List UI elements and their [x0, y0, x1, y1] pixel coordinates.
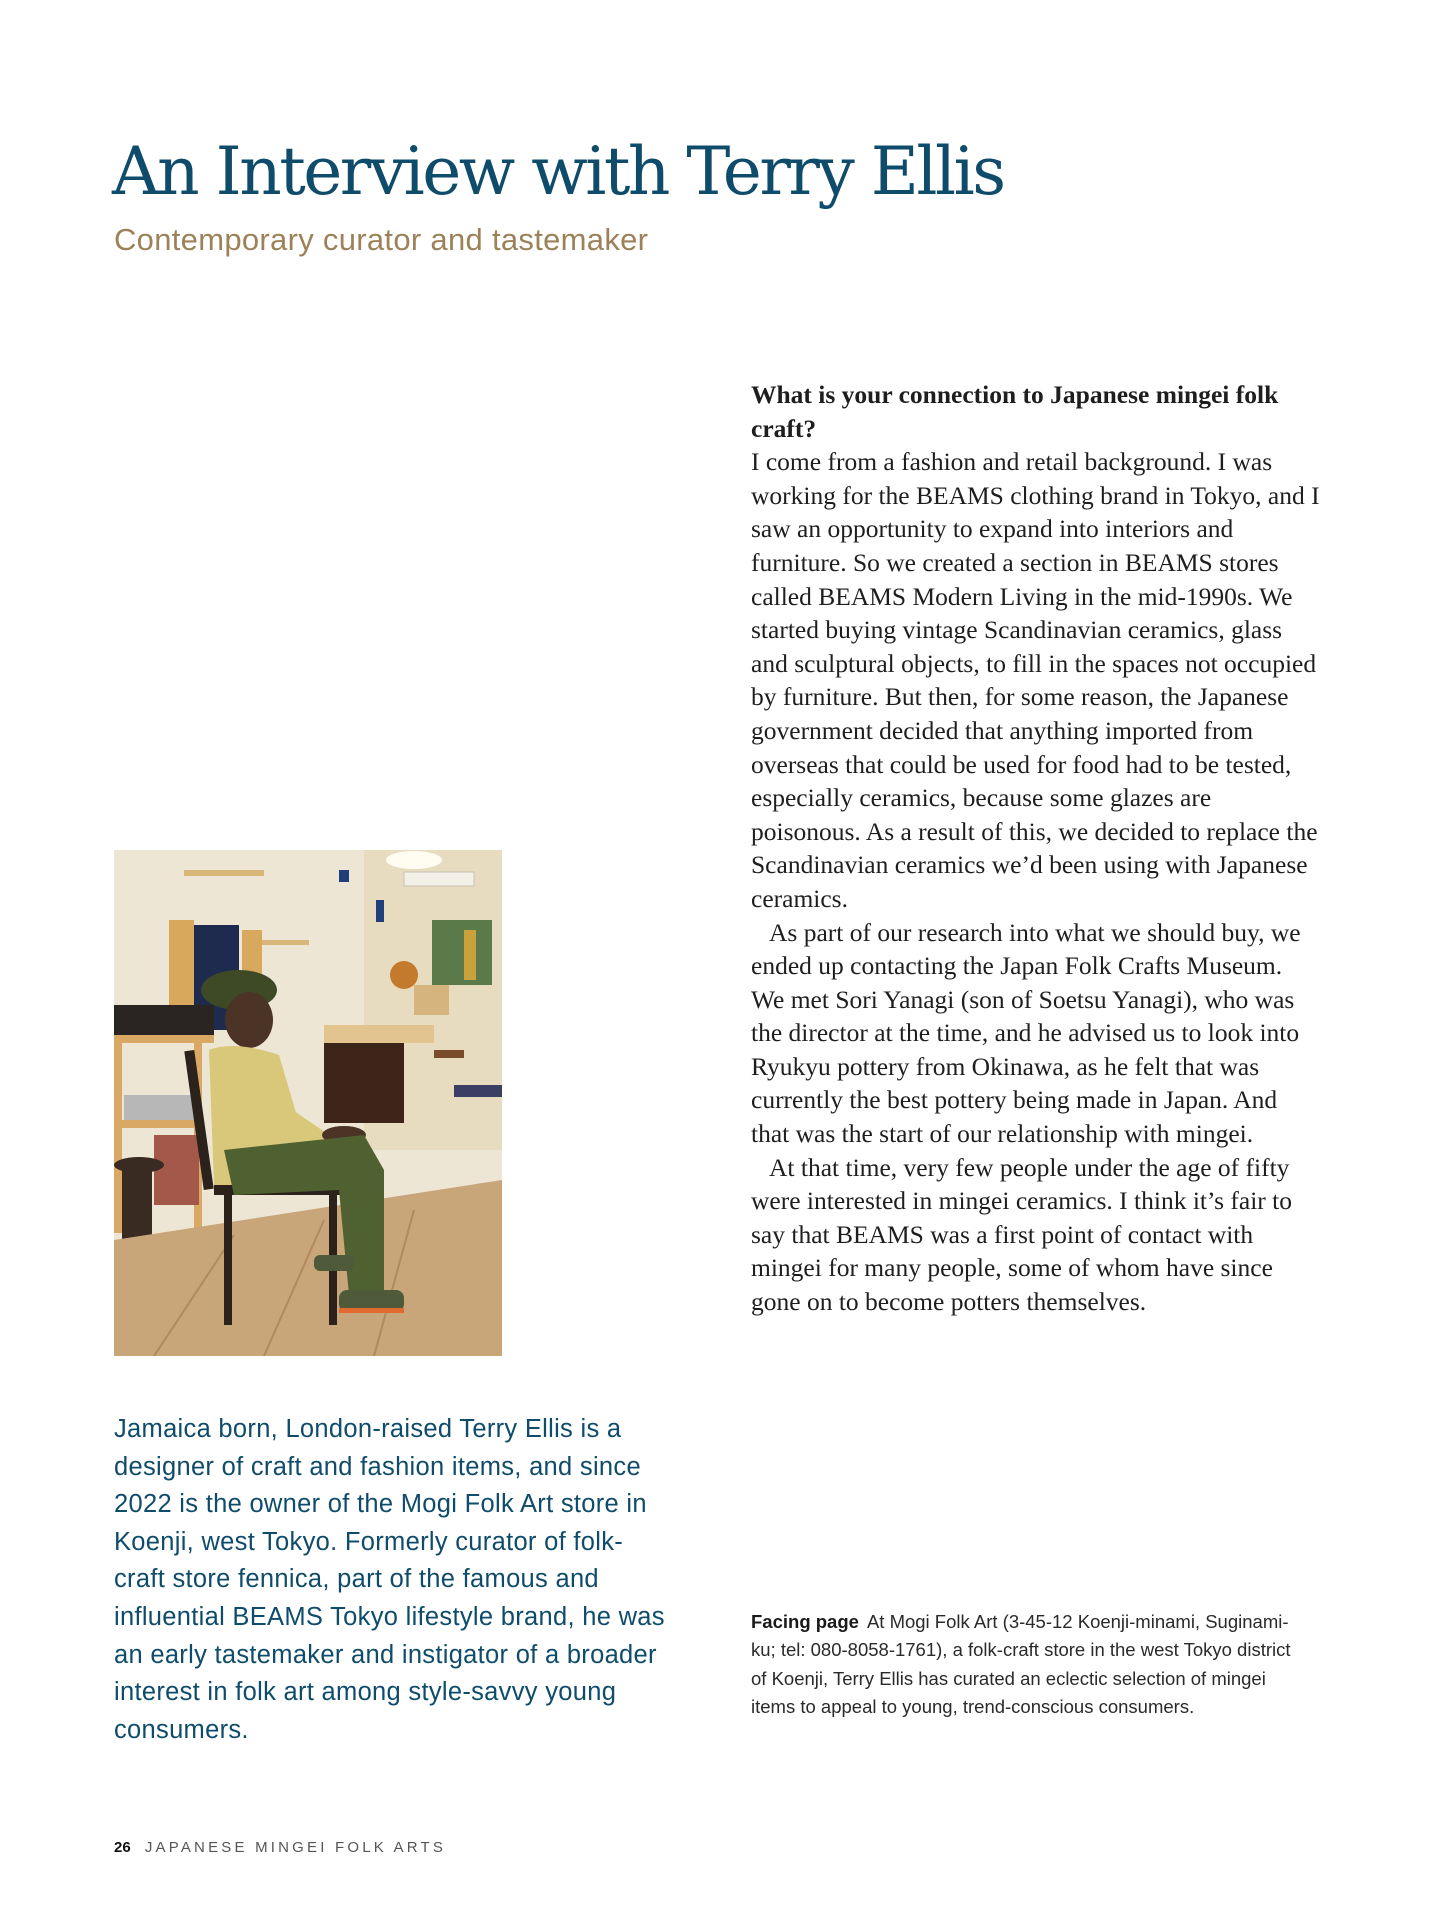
photo-chair-leg	[224, 1195, 232, 1325]
photo-ceiling-light	[386, 851, 442, 869]
photo-records	[154, 1135, 199, 1205]
photo-aircon	[404, 872, 474, 886]
article-title: An Interview with Terry Ellis	[112, 133, 1004, 210]
photo-shelf	[184, 870, 264, 876]
photo-clothes-item	[464, 930, 476, 980]
photo-stool	[434, 1050, 464, 1058]
photo-striped-stool	[454, 1085, 502, 1097]
photo-face	[225, 992, 273, 1048]
photo-shelf	[259, 940, 309, 945]
interview-column	[751, 378, 1321, 1319]
interview-answer-paragraph: At that time, very few people under the age of fifty were interested in mingei ceramics. I think it’s fair to say that BEAMS was a first point of contact with mingei for many people, some of whom have since gone on to become potters themselves.	[751, 1152, 1292, 1317]
photo-caption	[751, 1608, 1311, 1722]
photo-shoe-sole	[339, 1308, 404, 1313]
photo-shelf-unit-side	[114, 1043, 122, 1233]
photo-counter	[324, 1043, 404, 1123]
photo-turntable	[114, 1005, 214, 1035]
running-title: JAPANESE MINGEI FOLK ARTS	[144, 1839, 447, 1856]
caption-text: At Mogi Folk Art (3-45-12 Koenji-minami, Suginami-ku; tel: 080-8058-1761), a folk-craft store in the west Tokyo district of Koenji, Terry Ellis has curated an eclectic selection of mingei items to appeal to young, trend-conscious consumers.	[751, 1611, 1291, 1718]
interview-answer-paragraph: As part of our research into what we should buy, we ended up contacting the Japan Folk Crafts Museum. We met Sori Yanagi (son of Soetsu Yanagi), who was the director at the time, and he advised us to look into Ryukyu pottery from Okinawa, as he felt that was currently the best pottery being made in Japan. And that was the start of our relationship with mingei.	[751, 917, 1301, 1149]
page-footer	[114, 1838, 446, 1858]
interview-answer-paragraph: I come from a fashion and retail background. I was working for the BEAMS clothing brand in Tokyo, and I saw an opportunity to expand into interiors and furniture. So we created a section in BEAMS stores called BEAMS Modern Living in the mid-1990s. We started buying vintage Scandinavian ceramics, glass and sculptural objects, to fill in the spaces not occupied by furniture. But then, for some reason, the Japanese government decided that anything imported from overseas that could be used for food had to be tested, especially ceramics, because some glazes are poisonous. As a result of this, we decided to replace the Scandinavian ceramics we’d been using with Japanese ceramics.	[751, 447, 1320, 913]
page-number: 26	[114, 1839, 131, 1856]
photo-shelf-unit-top	[114, 1035, 214, 1043]
photo-spotlight	[376, 900, 384, 922]
photo-amplifier	[124, 1095, 194, 1120]
portrait-photo	[114, 850, 502, 1356]
caption-lead: Facing page	[751, 1611, 859, 1632]
photo-shoe	[314, 1255, 354, 1271]
photo-spotlight	[339, 870, 349, 882]
photo-shelf-unit-mid	[122, 1120, 202, 1128]
photo-counter-top	[324, 1025, 434, 1043]
article-subtitle: Contemporary curator and tastemaker	[114, 222, 649, 257]
photo-flowers	[390, 961, 418, 989]
author-bio: Jamaica born, London-raised Terry Ellis is a designer of craft and fashion items, and since 2022 is the owner of the Mogi Folk Art store in Koenji, west Tokyo. Formerly curator of folk-craft store fennica, part of the famous and influential BEAMS Tokyo lifestyle brand, he was an early tastemaker and instigator of a broader interest in folk art among style-savvy young consumers.	[114, 1415, 665, 1744]
photo-illustration	[114, 850, 502, 1356]
photo-clothes-rack	[432, 920, 492, 985]
interview-question: What is your connection to Japanese mingei folk craft?	[751, 380, 1279, 443]
photo-box	[414, 985, 449, 1015]
